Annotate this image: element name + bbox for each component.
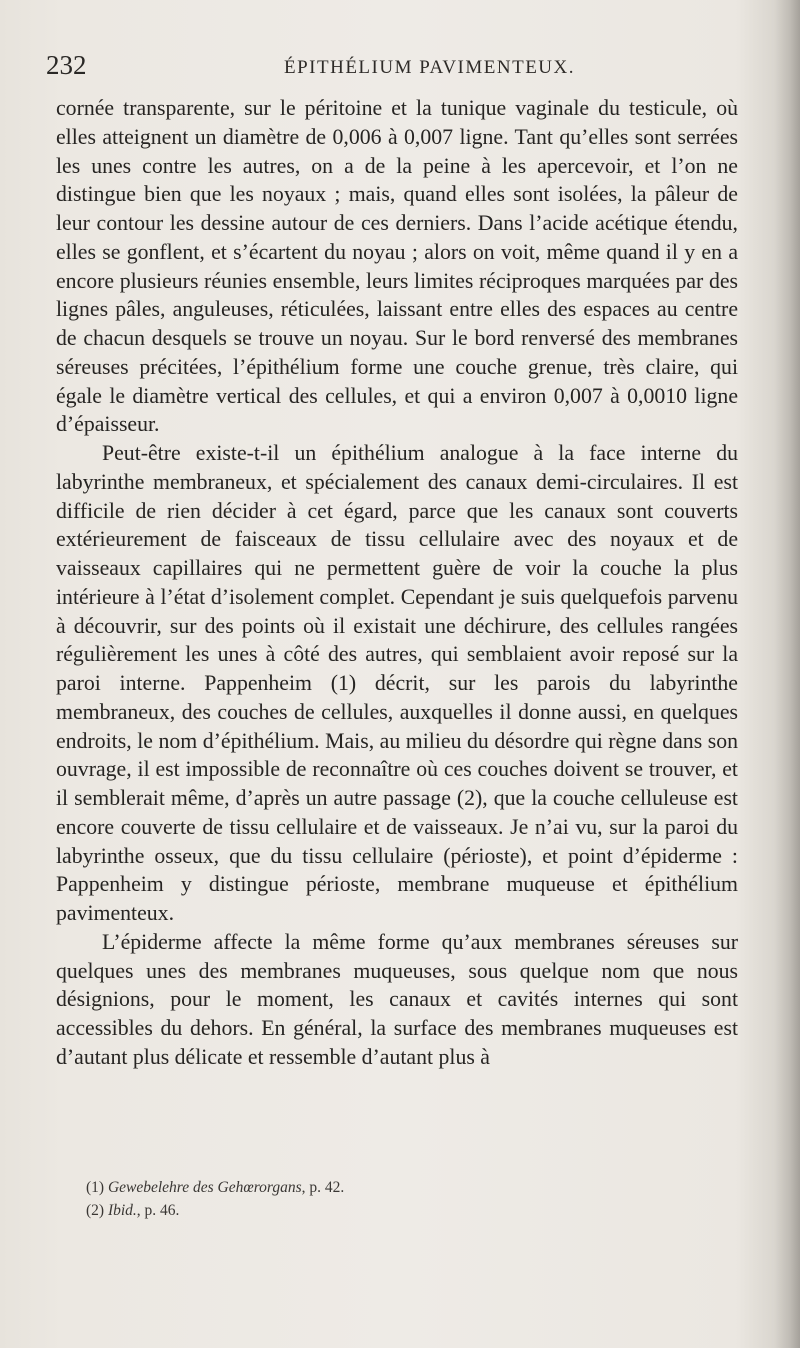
- paragraph-2: Peut-être existe-t-il un épithélium analogue à la face interne du labyrinthe membraneux, et spécialement des canaux demi-circulaires. Il est difficile de rien décider à cet égard, parce que les canaux sont couverts extérieurement de faisceaux de tissu cellulaire avec des noyaux et de vaisseaux capillaires qui ne permettent guère de voir la couche la plus intérieure à l’état d’isolement complet. Cependant je suis quelquefois parvenu à découvrir, sur des points où il existait une déchirure, des cellules rangées régulièrement les unes à côté des autres, qui semblaient avoir reposé sur la paroi interne. Pappenheim (1) décrit, sur les parois du labyrinthe membraneux, des couches de cellules, auxquelles il donne aussi, en quelques endroits, le nom d’épithélium. Mais, au milieu du désordre qui règne dans son ouvrage, il est impossible de reconnaître où ces couches doivent se trouver, et il semblerait même, d’après un autre passage (2), que la couche celluleuse est encore couverte de tissu cellulaire et de vaisseaux. Je n’ai vu, sur la paroi du labyrinthe osseux, que du tissu cellulaire (périoste), et point d’épiderme : Pappenheim y distingue périoste, membrane muqueuse et épithélium pavimenteux.: [56, 441, 738, 925]
- footnote-1: [86, 1176, 726, 1199]
- footnotes: [86, 1176, 726, 1222]
- footnote-2-rest: , p. 46.: [136, 1202, 180, 1219]
- running-head-title: ÉPITHÉLIUM PAVIMENTEUX.: [284, 57, 575, 78]
- footnote-1-rest: , p. 42.: [301, 1179, 345, 1196]
- paragraph-3: L’épiderme affecte la même forme qu’aux membranes séreuses sur quelques unes des membranes muqueuses, sous quelque nom que nous désignions, pour le moment, les canaux et cavités internes qui sont accessibles du dehors. En général, la surface des membranes muqueuses est d’autant plus délicate et ressemble d’autant plus à: [56, 929, 738, 1069]
- footnote-2-work: Ibid.: [107, 1202, 137, 1219]
- page-edge-shadow: [774, 0, 800, 1348]
- footnote-1-work: Gewebelehre des Gehœrorgans: [107, 1179, 302, 1196]
- footnote-2: [86, 1199, 726, 1222]
- body-text: [56, 94, 738, 1072]
- footnote-1-marker: (1): [86, 1179, 105, 1196]
- paragraph-1: cornée transparente, sur le péritoine et la tunique vaginale du testicule, où elles atteignent un diamètre de 0,006 à 0,007 ligne. Tant qu’elles sont serrées les unes contre les autres, on a de la peine à les apercevoir, et l’on ne distingue bien que les noyaux ; mais, quand elles sont isolées, la pâleur de leur contour les dessine autour de ces derniers. Dans l’acide acétique étendu, elles se gonflent, et s’écartent du noyau ; alors on voit, même quand il y en a encore plusieurs réunies ensemble, leurs limites réciproques marquées par des lignes pâles, anguleuses, réticulées, laissant entre elles des espaces au centre de chacun desquels se trouve un noyau. Sur le bord renversé des membranes séreuses précitées, l’épithélium forme une couche grenue, très claire, qui égale le diamètre vertical des cellules, et qui a environ 0,007 à 0,0010 ligne d’épaisseur.: [56, 96, 738, 437]
- page-number: 232: [46, 50, 87, 80]
- running-head: [46, 48, 746, 88]
- footnote-2-marker: (2): [86, 1202, 105, 1219]
